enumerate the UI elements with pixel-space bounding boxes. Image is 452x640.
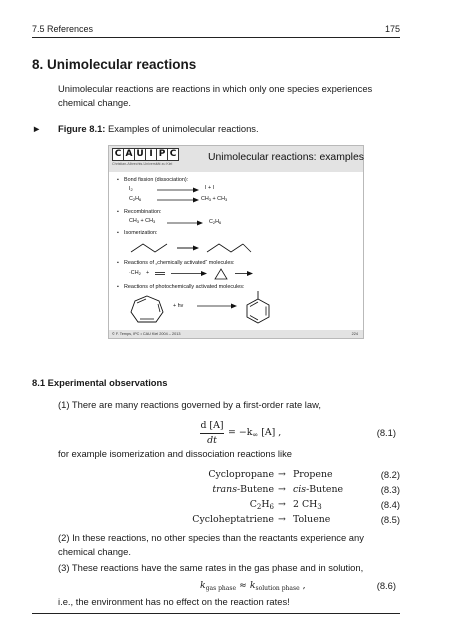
cycloheptatriene-structure-icon (129, 294, 165, 326)
reaction-lhs: $C_2H_6$ (249, 499, 274, 511)
figure-slide (108, 145, 364, 339)
equation-number: (8.6) (376, 580, 396, 591)
item-3-text: (3) These reactions have the same rates in the gas phase and in solution, (58, 562, 364, 573)
running-head-section: 7.5 References (32, 24, 94, 34)
fraction-bar (200, 433, 224, 434)
slide-footer (109, 330, 363, 338)
equation-number: (8.5) (380, 514, 400, 525)
reaction-arrow-icon (157, 197, 199, 203)
rate-equality: $k_{gas phase} \approx k_{solution phase}$ , (200, 580, 306, 592)
formula-ch2-radical: $\cdot CH_2$ (129, 270, 141, 277)
header-rule (32, 37, 400, 38)
equation-8-1 (200, 420, 400, 448)
slide-bullet-photo-activated: ▪ Reactions of photochemically activated molecules: (124, 284, 244, 290)
chapter-intro: Unimolecular reactions are reactions in which only one species experiences chemical change. (58, 83, 373, 108)
reaction-arrow: → (278, 484, 286, 495)
footer-rule (32, 613, 400, 614)
logo-letter: C (167, 148, 179, 161)
slide-bullet-bond-fission: ▪ Bond fission (dissociation): (124, 177, 188, 183)
slide-bullet-chem-activated: ▪ Reactions of „chemically activated“ molecules: (124, 260, 235, 266)
item-2-text: (2) In these reactions, no other species than the reactants experience any chemical change. (58, 532, 364, 557)
reaction-8-4 (150, 499, 400, 512)
figure-label: Figure 8.1: (58, 123, 106, 134)
slide-number: 224 (351, 331, 358, 336)
equation-number: (8.1) (376, 427, 396, 438)
formula-c2h6: $C_2H_6$ (129, 196, 142, 203)
photon-term: + hν (173, 303, 184, 309)
toluene-structure-icon (243, 290, 273, 326)
slide-copyright: © F. Temps, IPC • CAU Kiel 2004 – 2013 (112, 331, 181, 336)
logo-subtitle: Christian-Albrechts-Universität zu Kiel (112, 162, 173, 166)
slide-bullet-isomerization: ▪ Isomerization: (124, 230, 158, 236)
equation-number: (8.2) (380, 469, 400, 480)
cyclopropane-formation-icon (155, 268, 255, 280)
equation-8-6 (200, 580, 400, 594)
university-logo (112, 148, 182, 161)
reaction-8-5 (150, 514, 400, 527)
page-number: 175 (384, 24, 400, 34)
isomerization-scheme-icon (127, 238, 259, 256)
figure-caption (32, 123, 259, 134)
chapter-title: 8. Unimolecular reactions (32, 57, 197, 72)
reaction-arrow-icon (167, 220, 203, 226)
figure-caption-text: Examples of unimolecular reactions. (105, 123, 259, 134)
running-head (32, 24, 400, 38)
reaction-rhs: cis-Butene (293, 484, 344, 495)
reaction-arrow: → (278, 514, 286, 525)
rate-denominator: dt (207, 435, 217, 446)
reaction-rhs: Toluene (293, 514, 331, 525)
reaction-arrow: → (278, 469, 286, 480)
equation-number: (8.4) (380, 499, 400, 510)
reaction-rhs: 2 $CH_3$ (293, 499, 322, 511)
formula-recomb-lhs: $CH_3 + CH_3$ (129, 218, 156, 225)
item-1-text: (1) There are many reactions governed by a first-order rate law, (58, 399, 321, 410)
slide-header (109, 146, 363, 172)
logo-letter: U (134, 148, 146, 161)
formula-i-products: I + I (205, 185, 215, 191)
reaction-arrow: → (278, 499, 286, 510)
section-title: 8.1 Experimental observations (32, 377, 168, 388)
item-1-continuation: for example isomerization and dissociation reactions like (58, 448, 292, 459)
formula-recomb-product: $C_2H_6$ (209, 219, 222, 226)
reaction-lhs: Cycloheptatriene (192, 514, 274, 525)
rate-numerator: d [A] (200, 420, 224, 431)
figure-marker-icon: ► (32, 123, 42, 134)
reaction-rhs: Propene (293, 469, 333, 480)
reaction-lhs: Cyclopropane (208, 469, 274, 480)
reaction-lhs: trans-Butene (212, 484, 274, 495)
logo-letter: A (123, 148, 135, 161)
slide-bullet-recombination: ▪ Recombination: (124, 209, 161, 215)
reaction-8-2 (150, 469, 400, 482)
equation-number: (8.3) (380, 484, 400, 495)
slide-body (109, 172, 363, 330)
logo-letter: P (156, 148, 168, 161)
formula-ch3-products: $CH_3 + CH_3$ (201, 196, 228, 203)
rate-fraction (200, 420, 224, 447)
reaction-arrow-icon (197, 302, 237, 310)
rate-rhs: = $-k_\infty$ [A] , (228, 427, 282, 439)
formula-i2: $I_2$ (129, 186, 133, 193)
reaction-8-3 (150, 484, 400, 497)
reaction-arrow-icon (157, 187, 199, 193)
item-3-continuation: i.e., the environment has no effect on the reaction rates! (58, 596, 290, 607)
plus-sign: + (146, 270, 150, 276)
logo-letter: C (112, 148, 124, 161)
slide-title: Unimolecular reactions: examples (208, 152, 364, 163)
logo-letter: I (145, 148, 157, 161)
